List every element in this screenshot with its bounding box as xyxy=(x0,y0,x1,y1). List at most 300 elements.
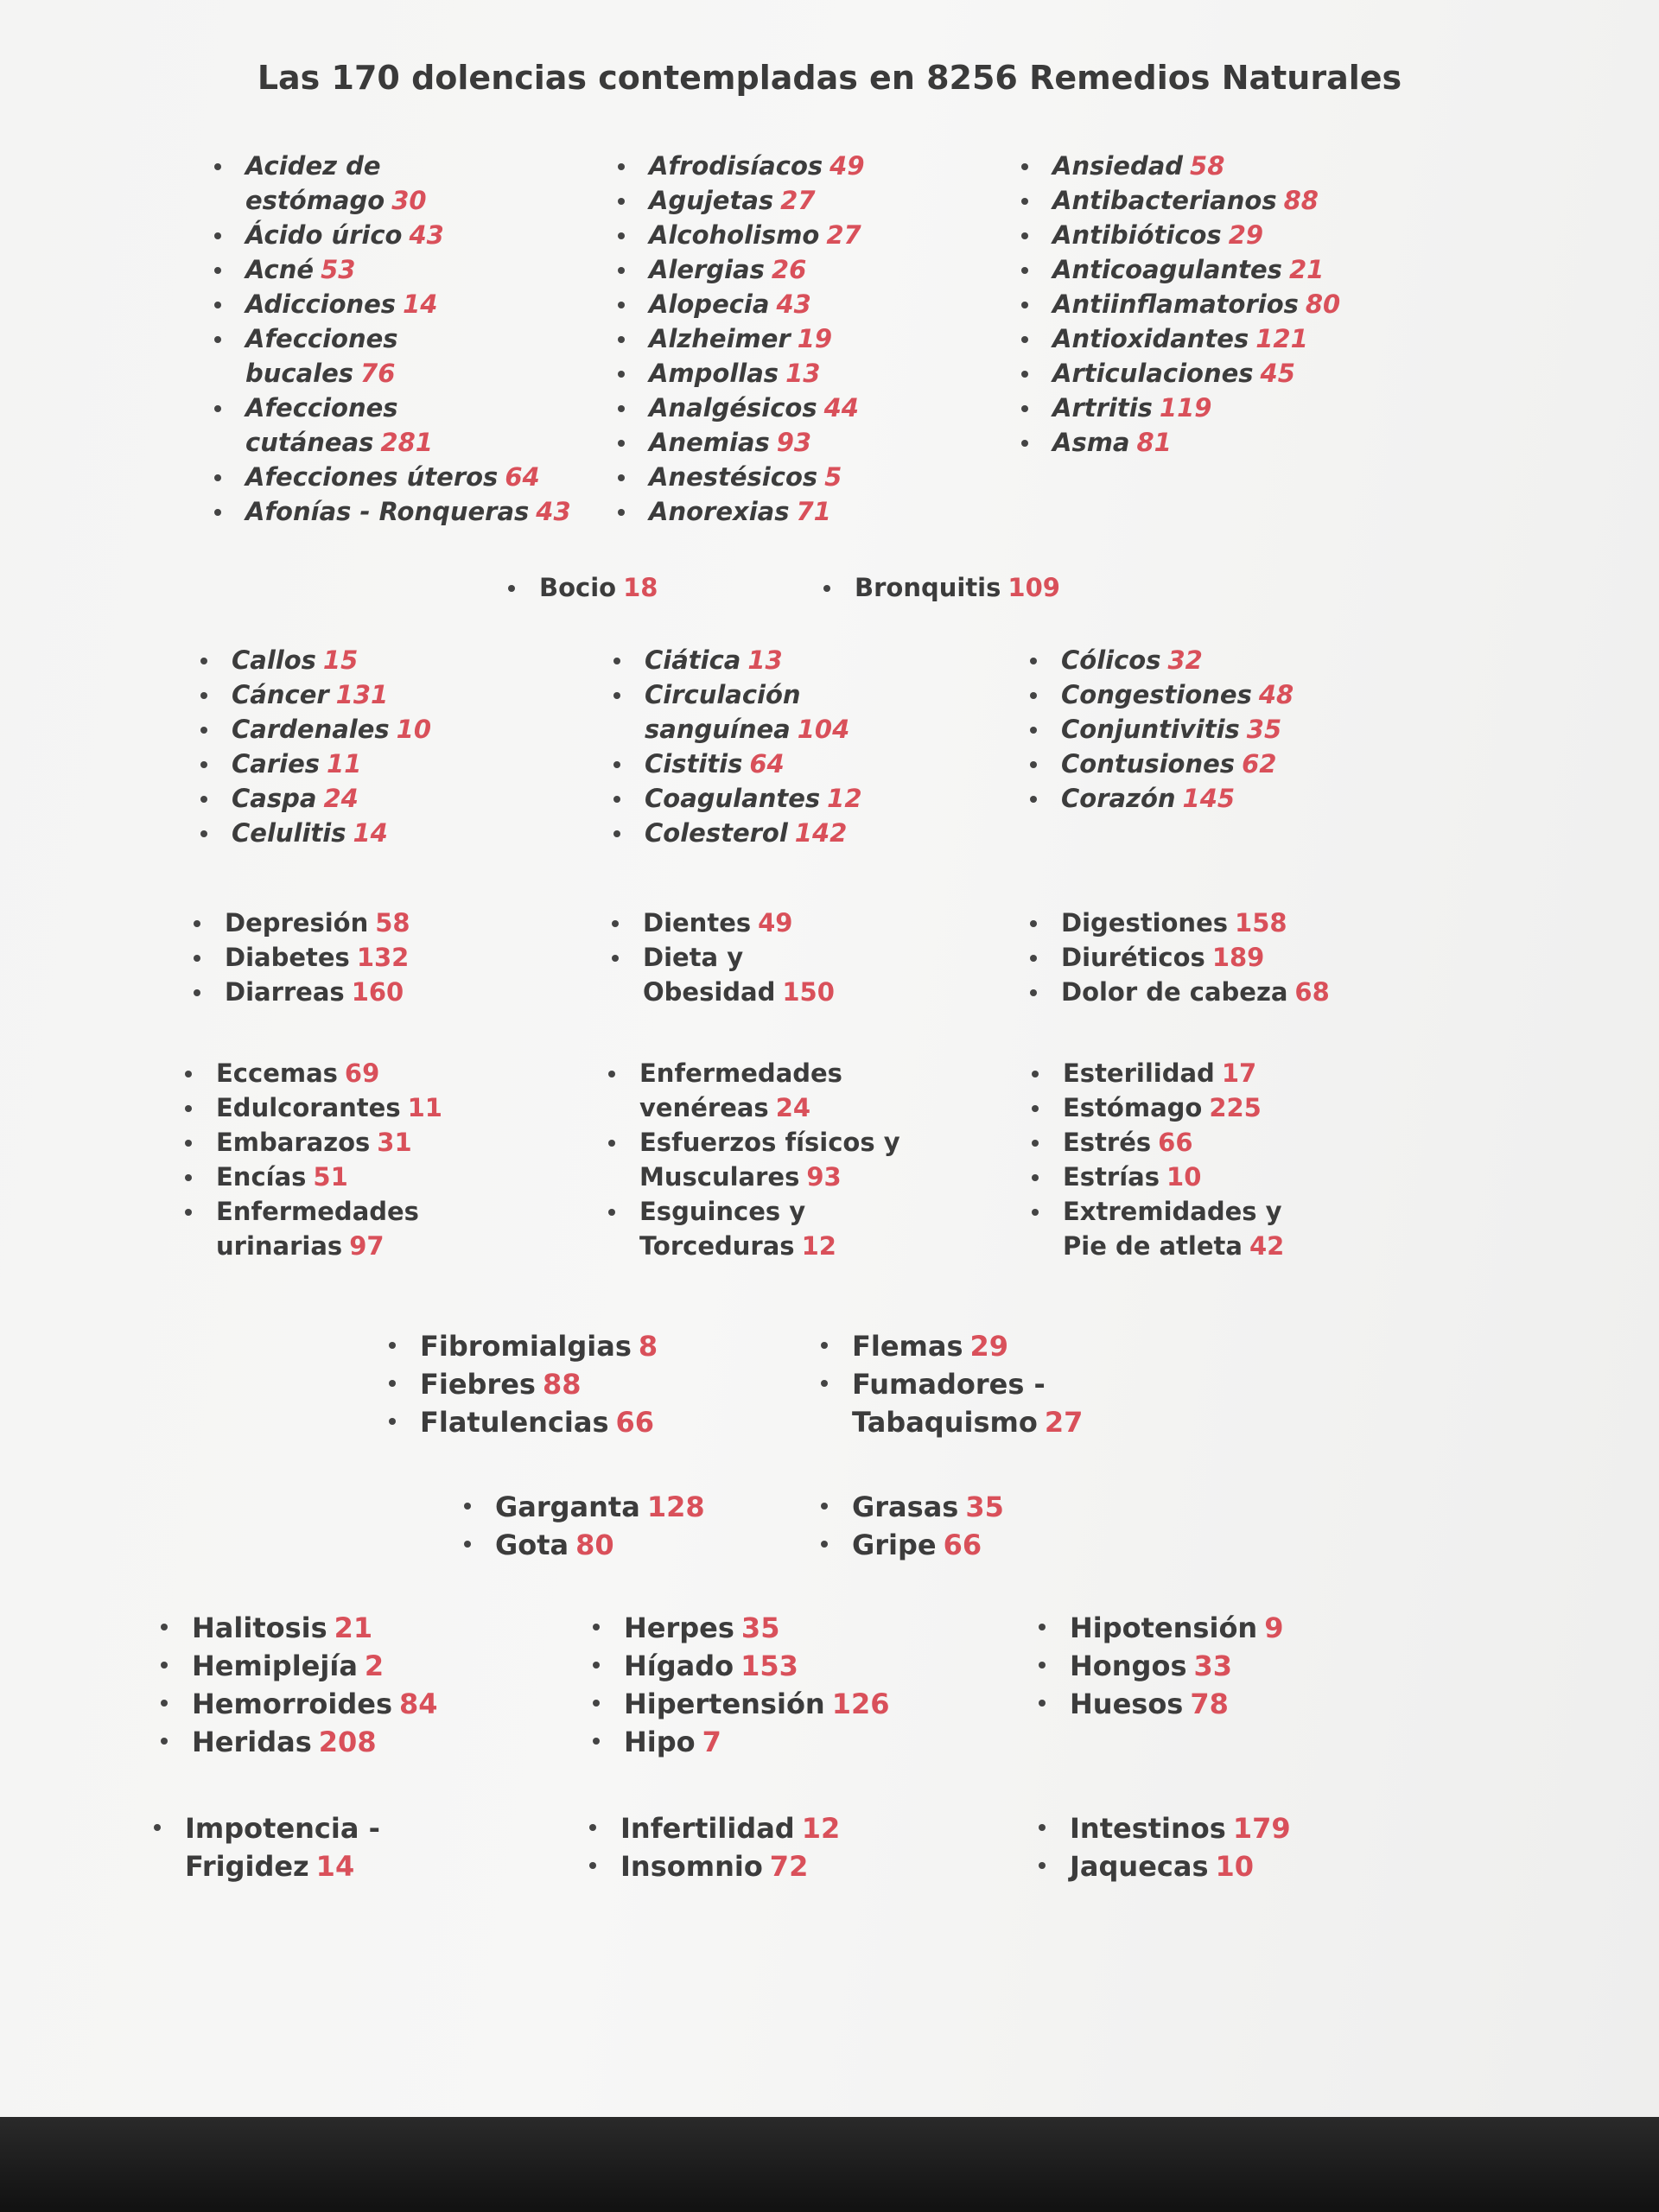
ailment-name: Ácido úrico xyxy=(245,220,403,250)
bullet-icon xyxy=(214,232,221,239)
remedy-count: 27 xyxy=(780,186,816,215)
ailment-name: Adicciones xyxy=(245,289,397,319)
ailment-name: Ansiedad xyxy=(1052,151,1184,181)
remedy-count: 8 xyxy=(638,1330,658,1363)
ailment-item xyxy=(380,1403,778,1441)
bullet-icon xyxy=(214,474,221,481)
remedy-count: 30 xyxy=(391,186,427,215)
ailment-item xyxy=(206,252,603,287)
ailment-item xyxy=(1013,425,1410,460)
bullet-icon xyxy=(618,474,625,481)
ailment-name: Callos xyxy=(232,645,316,675)
remedy-count: 189 xyxy=(1211,943,1265,972)
column-list xyxy=(815,570,1212,605)
column-list xyxy=(176,1056,574,1263)
remedy-count: 24 xyxy=(323,784,359,813)
bullet-icon xyxy=(1032,1174,1039,1181)
ailment-item xyxy=(609,425,1007,460)
ailment-item xyxy=(192,747,589,781)
ailment-name: Hongos xyxy=(1070,1649,1187,1682)
bullet-icon xyxy=(214,405,221,412)
ailment-item xyxy=(584,1647,982,1685)
remedy-count: 66 xyxy=(1158,1128,1193,1157)
ailment-item xyxy=(1030,1685,1427,1723)
ailment-item xyxy=(185,940,582,975)
ailment-name: estómago xyxy=(245,186,385,215)
ailment-item xyxy=(609,149,1007,183)
bullet-icon xyxy=(823,585,830,592)
remedy-count: 26 xyxy=(771,255,807,284)
ailment-name: Afecciones xyxy=(245,324,398,353)
ailment-name: Dieta y xyxy=(643,943,744,972)
remedy-count: 27 xyxy=(826,220,861,250)
column-list xyxy=(812,1327,1210,1441)
ailment-item xyxy=(192,712,589,747)
ailment-name: Heridas xyxy=(192,1726,312,1758)
ailment-item xyxy=(1013,391,1410,425)
ailment-name: Coagulantes xyxy=(645,784,821,813)
ailment-name: Insomnio xyxy=(620,1850,763,1883)
column-list xyxy=(609,149,1007,529)
ailment-item xyxy=(815,570,1212,605)
bullet-icon xyxy=(1032,1140,1039,1147)
ailment-name: Cáncer xyxy=(232,680,329,709)
bullet-icon xyxy=(1021,405,1028,412)
ailment-name: Estómago xyxy=(1063,1093,1203,1122)
remedy-count: 131 xyxy=(335,680,389,709)
remedy-count: 109 xyxy=(1007,573,1060,602)
bullet-icon xyxy=(389,1342,396,1349)
bullet-icon xyxy=(1039,1662,1046,1669)
ailment-name: sanguínea xyxy=(645,715,791,744)
bullet-icon xyxy=(194,955,200,962)
ailment-item xyxy=(605,643,1002,677)
bullet-icon xyxy=(154,1824,161,1831)
ailment-name: bucales xyxy=(245,359,354,388)
ailment-name: Alopecia xyxy=(649,289,770,319)
remedy-count: 35 xyxy=(965,1491,1004,1523)
bullet-icon xyxy=(161,1624,168,1630)
remedy-count: 160 xyxy=(351,977,404,1007)
ailment-name: Hemiplejía xyxy=(192,1649,358,1682)
bullet-icon xyxy=(1030,796,1037,803)
remedy-count: 84 xyxy=(398,1688,438,1720)
bullet-icon xyxy=(200,830,207,837)
bullet-icon xyxy=(194,920,200,927)
bullet-icon xyxy=(1039,1824,1046,1831)
bullet-icon xyxy=(1021,163,1028,170)
remedy-count: 119 xyxy=(1159,393,1212,423)
remedy-count: 158 xyxy=(1235,908,1287,938)
bullet-icon xyxy=(200,727,207,734)
remedy-count: 35 xyxy=(1246,715,1282,744)
ailment-item xyxy=(152,1609,550,1647)
table-surface xyxy=(0,2117,1659,2212)
remedy-count: 53 xyxy=(321,255,356,284)
remedy-count: 76 xyxy=(360,359,396,388)
remedy-count: 12 xyxy=(801,1812,841,1845)
ailment-name: Fibromialgias xyxy=(420,1330,632,1363)
remedy-count: 10 xyxy=(1166,1162,1202,1192)
remedy-count: 132 xyxy=(356,943,410,972)
bullet-icon xyxy=(618,302,625,308)
remedy-count: 18 xyxy=(623,573,658,602)
bullet-icon xyxy=(214,163,221,170)
ailment-item xyxy=(176,1090,574,1125)
ailment-item xyxy=(192,677,589,712)
bullet-icon xyxy=(608,1071,615,1077)
remedy-count: 153 xyxy=(741,1649,798,1682)
column-list xyxy=(380,1327,778,1441)
column-list xyxy=(1021,906,1419,1009)
ailment-name: Afecciones úteros xyxy=(245,462,499,492)
bullet-icon xyxy=(1021,371,1028,378)
ailment-item xyxy=(192,816,589,850)
remedy-count: 68 xyxy=(1294,977,1330,1007)
ailment-name: Anestésicos xyxy=(649,462,818,492)
bullet-icon xyxy=(821,1541,828,1548)
ailment-name: Antibióticos xyxy=(1052,220,1222,250)
ailment-name: Caspa xyxy=(232,784,317,813)
ailment-name: Congestiones xyxy=(1061,680,1252,709)
ailment-name: Garganta xyxy=(495,1491,640,1523)
remedy-count: 29 xyxy=(969,1330,1009,1363)
ailment-name: Flemas xyxy=(852,1330,963,1363)
bullet-icon xyxy=(185,1140,192,1147)
bullet-icon xyxy=(612,920,619,927)
ailment-item xyxy=(1021,643,1419,677)
ailment-name: Afecciones xyxy=(245,393,398,423)
remedy-count: 14 xyxy=(353,818,388,848)
ailment-name: Antiinflamatorios xyxy=(1052,289,1299,319)
ailment-item xyxy=(206,460,603,494)
ailment-name: Anemias xyxy=(649,428,770,457)
ailment-name: Extremidades y xyxy=(1063,1197,1282,1226)
remedy-count: 88 xyxy=(542,1368,582,1401)
ailment-item xyxy=(609,460,1007,494)
bullet-icon xyxy=(161,1738,168,1745)
bullet-icon xyxy=(618,163,625,170)
bullet-icon xyxy=(1021,440,1028,447)
ailment-item xyxy=(609,183,1007,218)
ailment-item xyxy=(1013,252,1410,287)
ailment-item xyxy=(603,906,1001,940)
ailment-name: Hígado xyxy=(624,1649,734,1682)
ailment-item xyxy=(206,287,603,321)
ailment-item xyxy=(185,975,582,1009)
remedy-count: 49 xyxy=(758,908,793,938)
bullet-icon xyxy=(589,1824,596,1831)
bullet-icon xyxy=(593,1624,600,1630)
ailment-item xyxy=(455,1526,853,1564)
ailment-name: Halitosis xyxy=(192,1611,327,1644)
ailment-name: Dolor de cabeza xyxy=(1061,977,1288,1007)
ailment-name: Fumadores -Tabaquismo xyxy=(852,1368,1046,1439)
bullet-icon xyxy=(593,1662,600,1669)
ailment-item xyxy=(152,1685,550,1723)
bullet-icon xyxy=(200,658,207,664)
ailment-item xyxy=(1030,1847,1427,1885)
ailment-item xyxy=(609,287,1007,321)
remedy-count: 21 xyxy=(334,1611,373,1644)
remedy-count: 45 xyxy=(1260,359,1295,388)
ailment-name: Antibacterianos xyxy=(1052,186,1277,215)
bullet-icon xyxy=(214,336,221,343)
ailment-name: Circulación xyxy=(645,680,801,709)
ailment-name: Anticoagulantes xyxy=(1052,255,1282,284)
ailment-item xyxy=(609,252,1007,287)
bullet-icon xyxy=(593,1738,600,1745)
ailment-item xyxy=(812,1365,1210,1441)
remedy-count: 142 xyxy=(794,818,848,848)
ailment-item xyxy=(176,1160,574,1194)
remedy-count: 19 xyxy=(797,324,833,353)
remedy-count: 64 xyxy=(505,462,540,492)
remedy-count: 35 xyxy=(741,1611,780,1644)
remedy-count: 51 xyxy=(313,1162,348,1192)
remedy-count: 81 xyxy=(1136,428,1172,457)
remedy-count: 49 xyxy=(830,151,865,181)
bullet-icon xyxy=(464,1503,471,1510)
remedy-count: 281 xyxy=(380,428,433,457)
ailment-item xyxy=(1021,940,1419,975)
remedy-count: 128 xyxy=(646,1491,705,1523)
ailment-name: Afrodisíacos xyxy=(649,151,823,181)
remedy-count: 80 xyxy=(1305,289,1341,319)
ailment-item xyxy=(1021,677,1419,712)
column-list xyxy=(584,1609,982,1761)
remedy-count: 11 xyxy=(327,749,362,779)
ailment-name: Musculares xyxy=(639,1162,800,1192)
ailment-name: Contusiones xyxy=(1061,749,1236,779)
bullet-icon xyxy=(613,761,620,768)
column-list xyxy=(1023,1056,1421,1263)
remedy-count: 44 xyxy=(823,393,859,423)
ailment-item xyxy=(605,781,1002,816)
remedy-count: 24 xyxy=(775,1093,811,1122)
remedy-count: 29 xyxy=(1228,220,1264,250)
bullet-icon xyxy=(389,1418,396,1425)
bullet-icon xyxy=(1039,1700,1046,1707)
bullet-icon xyxy=(821,1503,828,1510)
bullet-icon xyxy=(1030,920,1037,927)
ailment-item xyxy=(152,1647,550,1685)
column-list xyxy=(1021,643,1419,816)
bullet-icon xyxy=(185,1209,192,1216)
ailment-name: Intestinos xyxy=(1070,1812,1226,1845)
column-list xyxy=(1013,149,1410,460)
ailment-name: Conjuntivitis xyxy=(1061,715,1240,744)
ailment-item xyxy=(206,149,603,218)
ailment-name: Antioxidantes xyxy=(1052,324,1249,353)
bullet-icon xyxy=(1021,198,1028,205)
column-list xyxy=(1030,1609,1427,1723)
ailment-name: Hipo xyxy=(624,1726,696,1758)
ailment-item xyxy=(380,1365,778,1403)
bullet-icon xyxy=(214,267,221,274)
bullet-icon xyxy=(618,440,625,447)
ailment-item xyxy=(145,1809,543,1885)
remedy-count: 58 xyxy=(375,908,410,938)
ailment-item xyxy=(605,816,1002,850)
ailment-item xyxy=(206,321,603,391)
ailment-name: Diabetes xyxy=(225,943,350,972)
remedy-count: 21 xyxy=(1288,255,1325,284)
bullet-icon xyxy=(1030,761,1037,768)
bullet-icon xyxy=(508,585,515,592)
remedy-count: 43 xyxy=(536,497,571,526)
ailment-name: Bocio xyxy=(539,573,617,602)
ailment-name: Digestiones xyxy=(1061,908,1229,938)
bullet-icon xyxy=(618,405,625,412)
remedy-count: 32 xyxy=(1167,645,1203,675)
ailment-name: Jaquecas xyxy=(1070,1850,1209,1883)
ailment-name: Enfermedades xyxy=(216,1197,419,1226)
ailment-name: Depresión xyxy=(225,908,369,938)
remedy-count: 72 xyxy=(769,1850,809,1883)
ailment-name: Hipotensión xyxy=(1070,1611,1258,1644)
remedy-count: 9 xyxy=(1264,1611,1284,1644)
ailment-name: Infertilidad xyxy=(620,1812,795,1845)
remedy-count: 43 xyxy=(409,220,444,250)
ailment-name: Cólicos xyxy=(1061,645,1161,675)
ailment-name: Ampollas xyxy=(649,359,779,388)
ailment-item xyxy=(1030,1809,1427,1847)
ailment-name: Huesos xyxy=(1070,1688,1184,1720)
ailment-item xyxy=(581,1809,978,1847)
ailment-name: Alzheimer xyxy=(649,324,791,353)
bullet-icon xyxy=(389,1380,396,1387)
remedy-count: 13 xyxy=(785,359,821,388)
ailment-item xyxy=(1023,1160,1421,1194)
ailment-item xyxy=(1013,183,1410,218)
remedy-count: 48 xyxy=(1258,680,1294,709)
bullet-icon xyxy=(613,796,620,803)
ailment-name: Impotencia - xyxy=(185,1812,380,1845)
remedy-count: 33 xyxy=(1193,1649,1233,1682)
ailment-name: Acné xyxy=(245,255,315,284)
document-title: Las 170 dolencias contempladas en 8256 Remedios Naturales xyxy=(257,59,1402,97)
remedy-count: 208 xyxy=(318,1726,377,1758)
bullet-icon xyxy=(464,1541,471,1548)
bullet-icon xyxy=(214,509,221,516)
ailment-item xyxy=(1021,975,1419,1009)
ailment-name: Esfuerzos físicos y xyxy=(639,1128,900,1157)
ailment-item xyxy=(185,906,582,940)
ailment-item xyxy=(1030,1647,1427,1685)
ailment-name: Estrías xyxy=(1063,1162,1160,1192)
ailment-item xyxy=(1013,321,1410,356)
ailment-item xyxy=(455,1488,853,1526)
remedy-count: 126 xyxy=(831,1688,890,1720)
ailment-item xyxy=(812,1488,1210,1526)
remedy-count: 11 xyxy=(407,1093,442,1122)
ailment-item xyxy=(176,1194,574,1263)
bullet-icon xyxy=(618,267,625,274)
bullet-icon xyxy=(618,198,625,205)
bullet-icon xyxy=(1030,955,1037,962)
ailment-name: Gripe xyxy=(852,1529,937,1561)
ailment-item xyxy=(1023,1090,1421,1125)
ailment-item xyxy=(1021,906,1419,940)
column-list xyxy=(1030,1809,1427,1885)
ailment-item xyxy=(1023,1125,1421,1160)
remedy-count: 97 xyxy=(349,1231,385,1261)
ailment-name: Articulaciones xyxy=(1052,359,1254,388)
remedy-count: 17 xyxy=(1221,1058,1257,1088)
ailment-item xyxy=(1021,712,1419,747)
ailment-name: venéreas xyxy=(639,1093,769,1122)
ailment-item xyxy=(1013,287,1410,321)
bullet-icon xyxy=(1021,302,1028,308)
ailment-item xyxy=(1023,1056,1421,1090)
bullet-icon xyxy=(1032,1209,1039,1216)
bullet-icon xyxy=(161,1662,168,1669)
ailment-name: Artritis xyxy=(1052,393,1153,423)
ailment-item xyxy=(609,321,1007,356)
remedy-count: 5 xyxy=(824,462,842,492)
bullet-icon xyxy=(1021,267,1028,274)
bullet-icon xyxy=(1030,989,1037,996)
ailment-item xyxy=(1030,1609,1427,1647)
remedy-count: 93 xyxy=(776,428,812,457)
ailment-name: Encías xyxy=(216,1162,307,1192)
ailment-item xyxy=(812,1526,1210,1564)
column-list xyxy=(812,1488,1210,1564)
column-list xyxy=(152,1609,550,1761)
ailment-item xyxy=(206,218,603,252)
column-list xyxy=(581,1809,978,1885)
ailment-name: Diuréticos xyxy=(1061,943,1205,972)
remedy-count: 69 xyxy=(344,1058,380,1088)
ailment-name: Pie de atleta xyxy=(1063,1231,1243,1261)
ailment-item xyxy=(603,940,1001,1009)
ailment-item xyxy=(1013,356,1410,391)
remedy-count: 7 xyxy=(702,1726,721,1758)
bullet-icon xyxy=(185,1105,192,1112)
ailment-name: Asma xyxy=(1052,428,1130,457)
remedy-count: 58 xyxy=(1190,151,1225,181)
remedy-count: 13 xyxy=(747,645,783,675)
bullet-icon xyxy=(200,692,207,699)
remedy-count: 179 xyxy=(1232,1812,1291,1845)
remedy-count: 42 xyxy=(1249,1231,1285,1261)
ailment-name: Enfermedades xyxy=(639,1058,842,1088)
remedy-count: 66 xyxy=(943,1529,982,1561)
remedy-count: 12 xyxy=(827,784,862,813)
column-list xyxy=(455,1488,853,1564)
remedy-count: 15 xyxy=(322,645,359,675)
bullet-icon xyxy=(618,232,625,239)
ailment-name: Alcoholismo xyxy=(649,220,820,250)
bullet-icon xyxy=(821,1380,828,1387)
column-list xyxy=(145,1809,543,1885)
bullet-icon xyxy=(1039,1624,1046,1630)
remedy-count: 78 xyxy=(1190,1688,1229,1720)
bullet-icon xyxy=(200,796,207,803)
ailment-name: Estrés xyxy=(1063,1128,1152,1157)
ailment-name: Torceduras xyxy=(639,1231,795,1261)
ailment-name: Hemorroides xyxy=(192,1688,392,1720)
ailment-item xyxy=(600,1194,997,1263)
ailment-name: Esguinces y xyxy=(639,1197,806,1226)
ailment-item xyxy=(609,391,1007,425)
remedy-count: 31 xyxy=(377,1128,412,1157)
bullet-icon xyxy=(200,761,207,768)
column-list xyxy=(605,643,1002,850)
ailment-item xyxy=(584,1723,982,1761)
ailment-item xyxy=(1013,218,1410,252)
